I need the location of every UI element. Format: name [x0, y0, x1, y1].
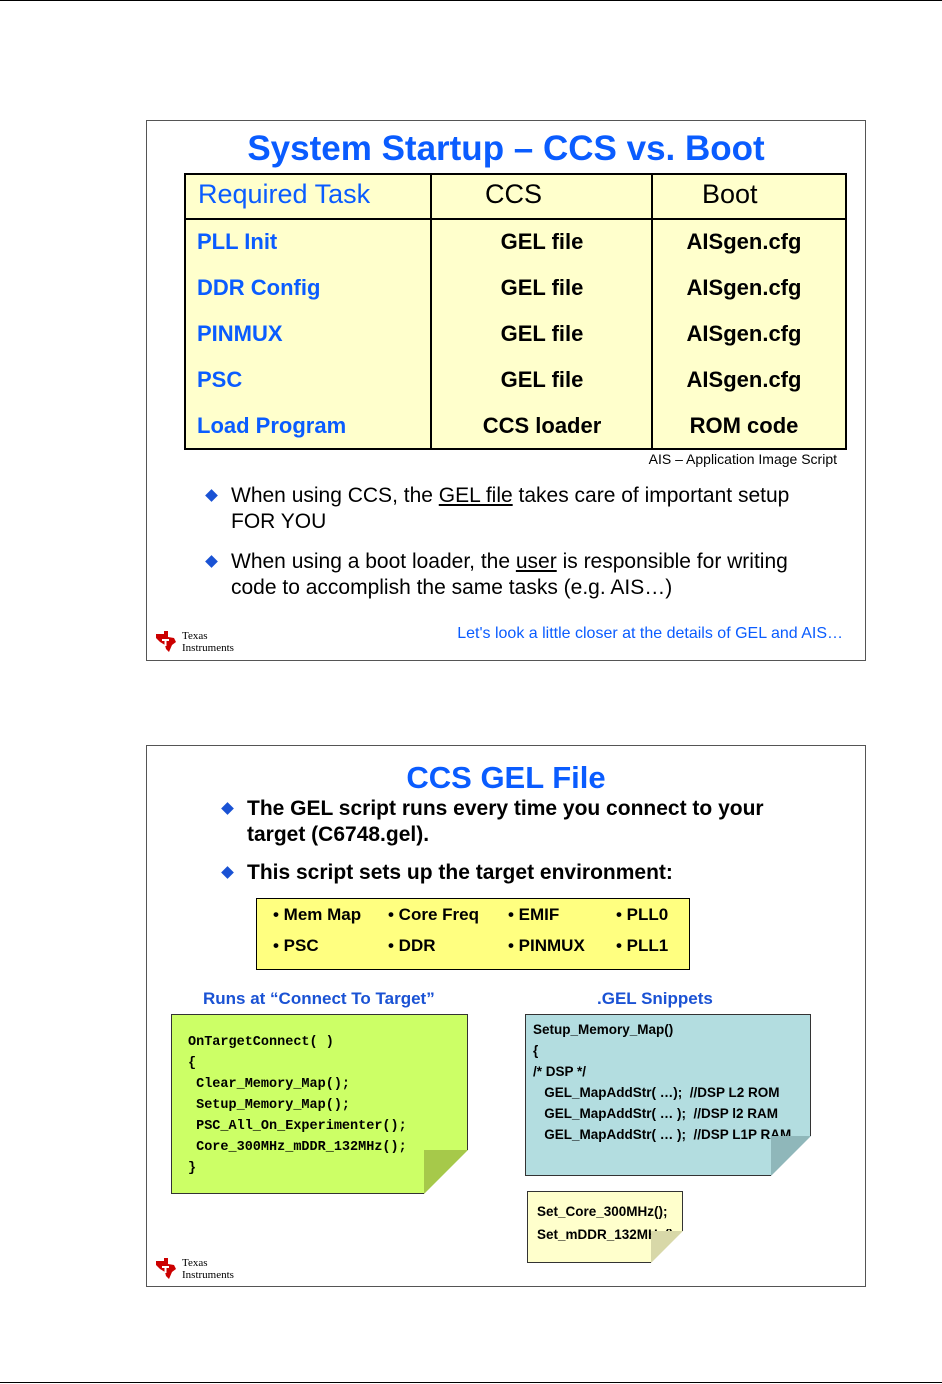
bullet-text: is responsible for writing code to accomplish the same tasks (e.g. AIS…)	[231, 550, 788, 599]
table-cell-task: PSC	[197, 367, 243, 392]
bullet-text: When using a boot loader, the	[231, 550, 516, 573]
diamond-bullet-icon	[205, 555, 218, 568]
column-header-ccs: CCS	[485, 179, 543, 209]
diamond-bullet-icon	[205, 489, 218, 502]
ti-state-icon	[153, 1256, 179, 1282]
code-line: Clear_Memory_Map();	[188, 1077, 351, 1092]
bullet-item	[221, 860, 821, 886]
table-cell-ccs: CCS loader	[482, 413, 602, 438]
env-item: • EMIF	[508, 905, 560, 924]
bullet-item	[205, 483, 815, 535]
bullet-list	[221, 796, 821, 898]
slide-ccs-gel-file	[146, 745, 866, 1287]
bullet-item	[205, 549, 815, 601]
set-functions-note	[527, 1191, 683, 1263]
ti-state-icon	[153, 629, 179, 655]
table-cell-boot: AISgen.cfg	[686, 367, 802, 392]
table-cell-boot: AISgen.cfg	[686, 229, 802, 254]
table-divider	[430, 175, 432, 448]
connect-code-note	[171, 1014, 468, 1194]
bullet-underlined-text: user	[515, 550, 557, 573]
code-line: Setup_Memory_Map();	[188, 1098, 351, 1113]
column-header-task: Required Task	[198, 179, 371, 209]
code-line: Core_300MHz_mDDR_132MHz();	[188, 1140, 407, 1155]
slide-system-startup	[146, 120, 866, 661]
page-curl-icon	[771, 1136, 811, 1176]
code-line: PSC_All_On_Experimenter();	[188, 1119, 407, 1134]
logo-text-line1: Texas	[182, 630, 208, 642]
logo-text-line1: Texas	[182, 1257, 208, 1269]
page-curl-icon	[424, 1150, 468, 1194]
table-cell-task: PINMUX	[197, 321, 283, 346]
env-item: • Core Freq	[388, 905, 479, 924]
table-cell-boot: ROM code	[689, 413, 799, 438]
diamond-bullet-icon	[221, 802, 234, 815]
gel-snippet-note	[525, 1014, 811, 1176]
env-item: • DDR	[388, 936, 436, 955]
env-item: • PSC	[273, 936, 319, 955]
column-header-boot: Boot	[702, 179, 758, 209]
bullet-text: This script sets up the target environment:	[247, 861, 673, 884]
bullet-text: takes care of important setup FOR YOU	[231, 484, 790, 533]
table-cell-ccs: GEL file	[500, 321, 584, 346]
logo-text-line2: Instruments	[182, 1269, 234, 1281]
slide-title: System Startup – CCS vs. Boot	[247, 129, 765, 168]
table-cell-task: PLL Init	[197, 229, 278, 254]
snippet-line: {	[533, 1043, 539, 1058]
table-cell-ccs: GEL file	[500, 229, 584, 254]
bullet-text: When using CCS, the	[231, 484, 439, 507]
table-cell-ccs: GEL file	[500, 367, 584, 392]
snippet-line: Set_Core_300MHz();	[537, 1204, 668, 1219]
bullet-list	[205, 483, 815, 615]
env-item: • Mem Map	[273, 905, 362, 924]
code-line: }	[188, 1161, 197, 1176]
snippet-line: Set_mDDR_132MHz();	[537, 1227, 679, 1242]
table-divider	[651, 175, 653, 448]
snippet-line: Setup_Memory_Map()	[533, 1022, 674, 1037]
page-curl-icon	[651, 1231, 683, 1263]
table-cell-task: DDR Config	[197, 275, 321, 300]
env-item: • PINMUX	[508, 936, 585, 955]
texas-instruments-logo	[153, 1254, 273, 1286]
table-cell-boot: AISgen.cfg	[686, 275, 802, 300]
closing-note: Let's look a little closer at the details of GEL and AIS…	[457, 625, 843, 642]
snippet-line: GEL_MapAddStr( …); //DSP L2 ROM	[533, 1085, 780, 1100]
connect-heading: Runs at “Connect To Target”	[203, 989, 435, 1008]
snippet-line: GEL_MapAddStr( … ); //DSP l2 RAM	[533, 1106, 779, 1121]
diamond-bullet-icon	[221, 866, 234, 879]
table-cell-boot: AISgen.cfg	[686, 321, 802, 346]
snippet-line: GEL_MapAddStr( … ); //DSP L1P RAM	[533, 1127, 792, 1142]
table-header-rule	[186, 218, 845, 220]
task-comparison-table	[184, 173, 847, 450]
env-item: • PLL0	[616, 905, 669, 924]
code-line: {	[188, 1056, 197, 1071]
logo-text-line2: Instruments	[182, 642, 234, 654]
ais-footnote: AIS – Application Image Script	[648, 451, 837, 467]
bullet-underlined-text: GEL file	[438, 484, 513, 507]
bullet-text: The GEL script runs every time you connect to your target (C6748.gel).	[247, 797, 764, 846]
page-bottom-rule	[0, 1382, 942, 1383]
snippets-heading: .GEL Snippets	[597, 989, 713, 1008]
env-item: • PLL1	[616, 936, 669, 955]
target-environment-box	[256, 898, 690, 970]
code-line: OnTargetConnect( )	[188, 1035, 334, 1050]
table-cell-task: Load Program	[197, 413, 347, 438]
page-top-rule	[0, 0, 942, 1]
bullet-item	[221, 796, 821, 848]
table-cell-ccs: GEL file	[500, 275, 584, 300]
snippet-line: /* DSP */	[533, 1064, 587, 1079]
texas-instruments-logo	[153, 627, 273, 659]
slide-title: CCS GEL File	[406, 760, 606, 795]
